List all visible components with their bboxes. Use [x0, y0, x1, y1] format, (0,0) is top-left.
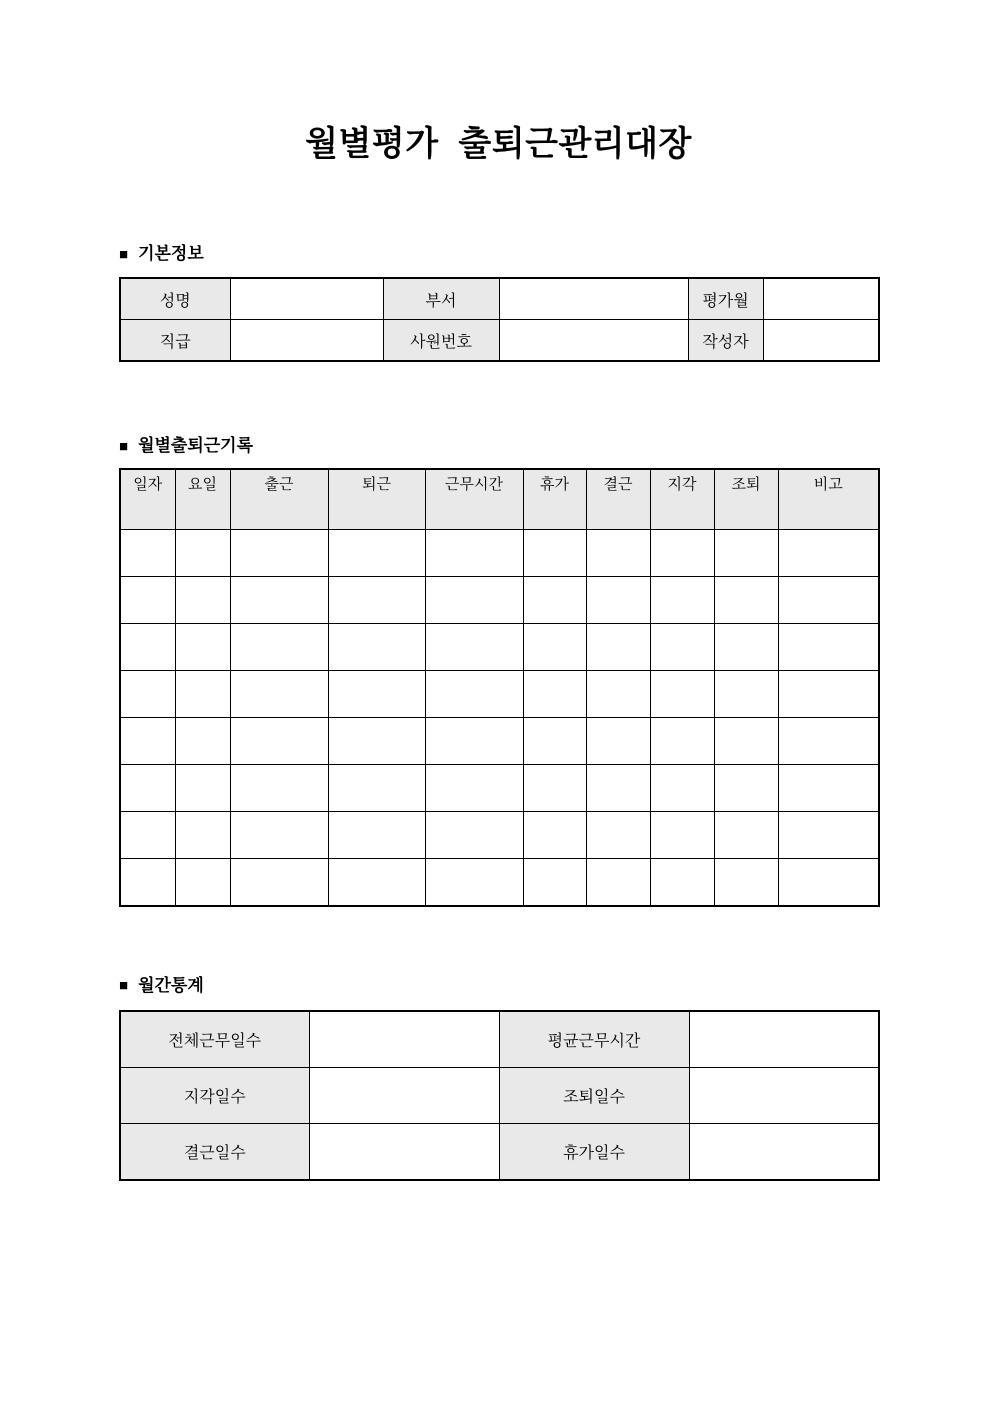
attendance-cell [714, 576, 778, 623]
attendance-cell [586, 576, 650, 623]
basic-info-value-cell [763, 278, 879, 320]
stats-value-cell [689, 1124, 879, 1181]
attendance-header-cell: 요일 [175, 469, 230, 530]
basic-info-value-cell [763, 320, 879, 362]
attendance-table [119, 468, 880, 907]
attendance-cell [425, 529, 523, 576]
attendance-cell [425, 717, 523, 764]
basic-info-value-cell [499, 278, 688, 320]
attendance-cell [586, 764, 650, 811]
attendance-header-cell: 비고 [778, 469, 879, 530]
basic-info-label-cell: 성명 [120, 278, 230, 320]
attendance-cell [650, 529, 714, 576]
basic-info-label-cell: 사원번호 [383, 320, 499, 362]
attendance-cell [230, 576, 328, 623]
basic-info-label-cell: 부서 [383, 278, 499, 320]
attendance-cell [523, 764, 586, 811]
section-title-attendance: 월별출퇴근기록 [138, 436, 254, 456]
basic-info-value-cell [499, 320, 688, 362]
attendance-cell [425, 811, 523, 858]
stats-value-cell [309, 1011, 499, 1068]
section-title-basic-info: 기본정보 [138, 243, 204, 263]
attendance-row [120, 764, 879, 811]
attendance-cell [425, 858, 523, 906]
attendance-cell [523, 576, 586, 623]
attendance-cell [523, 529, 586, 576]
attendance-cell [523, 811, 586, 858]
attendance-cell [778, 623, 879, 670]
attendance-header-cell: 출근 [230, 469, 328, 530]
attendance-cell [586, 858, 650, 906]
basic-info-row [120, 278, 879, 320]
attendance-cell [120, 764, 175, 811]
attendance-cell [650, 623, 714, 670]
attendance-cell [650, 764, 714, 811]
basic-info-label-cell: 직급 [120, 320, 230, 362]
attendance-cell [120, 717, 175, 764]
attendance-row [120, 811, 879, 858]
stats-label-cell: 조퇴일수 [499, 1068, 689, 1124]
attendance-header-cell: 조퇴 [714, 469, 778, 530]
stats-row [120, 1124, 879, 1181]
attendance-cell [778, 576, 879, 623]
stats-row [120, 1011, 879, 1068]
attendance-cell [328, 576, 425, 623]
attendance-cell [714, 529, 778, 576]
attendance-cell [328, 529, 425, 576]
stats-value-cell [309, 1068, 499, 1124]
attendance-row [120, 623, 879, 670]
attendance-cell [120, 623, 175, 670]
attendance-cell [230, 717, 328, 764]
attendance-cell [175, 529, 230, 576]
section-heading-basic-info [119, 244, 878, 264]
attendance-cell [714, 858, 778, 906]
attendance-cell [425, 576, 523, 623]
attendance-cell [175, 717, 230, 764]
attendance-cell [650, 811, 714, 858]
attendance-cell [778, 670, 879, 717]
attendance-cell [586, 717, 650, 764]
attendance-cell [650, 717, 714, 764]
section-heading-attendance [119, 436, 878, 456]
attendance-cell [328, 764, 425, 811]
attendance-cell [778, 858, 879, 906]
attendance-cell [328, 811, 425, 858]
attendance-cell [328, 623, 425, 670]
attendance-row [120, 717, 879, 764]
section-title-stats: 월간통계 [138, 975, 204, 995]
attendance-header-cell: 근무시간 [425, 469, 523, 530]
attendance-cell [778, 764, 879, 811]
attendance-cell [230, 858, 328, 906]
attendance-cell [425, 670, 523, 717]
bullet-square-icon: ■ [119, 977, 129, 995]
attendance-cell [328, 858, 425, 906]
attendance-cell [523, 670, 586, 717]
basic-info-label-cell: 평가월 [688, 278, 763, 320]
attendance-cell [175, 623, 230, 670]
attendance-cell [175, 811, 230, 858]
attendance-cell [586, 670, 650, 717]
attendance-cell [230, 811, 328, 858]
attendance-cell [714, 623, 778, 670]
section-heading-stats [119, 976, 878, 996]
attendance-header-cell: 일자 [120, 469, 175, 530]
stats-value-cell [309, 1124, 499, 1181]
basic-info-table [119, 277, 880, 362]
attendance-header-cell: 결근 [586, 469, 650, 530]
attendance-row [120, 858, 879, 906]
attendance-cell [120, 858, 175, 906]
attendance-row [120, 529, 879, 576]
stats-table [119, 1010, 880, 1181]
bullet-square-icon: ■ [119, 437, 129, 455]
attendance-cell [230, 529, 328, 576]
attendance-row [120, 670, 879, 717]
stats-label-cell: 결근일수 [120, 1124, 309, 1181]
attendance-cell [778, 529, 879, 576]
attendance-cell [120, 811, 175, 858]
attendance-body [120, 529, 879, 906]
attendance-cell [328, 717, 425, 764]
stats-label-cell: 휴가일수 [499, 1124, 689, 1181]
attendance-cell [175, 858, 230, 906]
attendance-cell [714, 764, 778, 811]
attendance-cell [120, 576, 175, 623]
attendance-cell [778, 811, 879, 858]
attendance-cell [230, 623, 328, 670]
stats-value-cell [689, 1011, 879, 1068]
attendance-header-cell: 휴가 [523, 469, 586, 530]
attendance-cell [175, 576, 230, 623]
basic-info-label-cell: 작성자 [688, 320, 763, 362]
attendance-cell [523, 717, 586, 764]
attendance-row [120, 576, 879, 623]
attendance-cell [714, 670, 778, 717]
stats-row [120, 1068, 879, 1124]
page-title: 월별평가 출퇴근관리대장 [305, 125, 692, 163]
stats-label-cell: 전체근무일수 [120, 1011, 309, 1068]
attendance-cell [586, 529, 650, 576]
attendance-header-cell: 지각 [650, 469, 714, 530]
attendance-cell [523, 623, 586, 670]
basic-info-value-cell [230, 320, 383, 362]
attendance-cell [425, 623, 523, 670]
attendance-cell [778, 717, 879, 764]
attendance-cell [650, 670, 714, 717]
attendance-cell [714, 717, 778, 764]
stats-label-cell: 지각일수 [120, 1068, 309, 1124]
attendance-cell [120, 670, 175, 717]
basic-info-value-cell [230, 278, 383, 320]
attendance-cell [120, 529, 175, 576]
attendance-cell [230, 764, 328, 811]
attendance-cell [650, 858, 714, 906]
attendance-cell [175, 670, 230, 717]
attendance-header-row [120, 469, 879, 530]
stats-label-cell: 평균근무시간 [499, 1011, 689, 1068]
attendance-cell [425, 764, 523, 811]
attendance-cell [650, 576, 714, 623]
bullet-square-icon: ■ [119, 245, 129, 263]
stats-value-cell [689, 1068, 879, 1124]
attendance-cell [714, 811, 778, 858]
attendance-cell [523, 858, 586, 906]
basic-info-row [120, 320, 879, 362]
attendance-cell [586, 811, 650, 858]
attendance-cell [586, 623, 650, 670]
attendance-cell [175, 764, 230, 811]
attendance-cell [328, 670, 425, 717]
attendance-cell [230, 670, 328, 717]
attendance-header-cell: 퇴근 [328, 469, 425, 530]
